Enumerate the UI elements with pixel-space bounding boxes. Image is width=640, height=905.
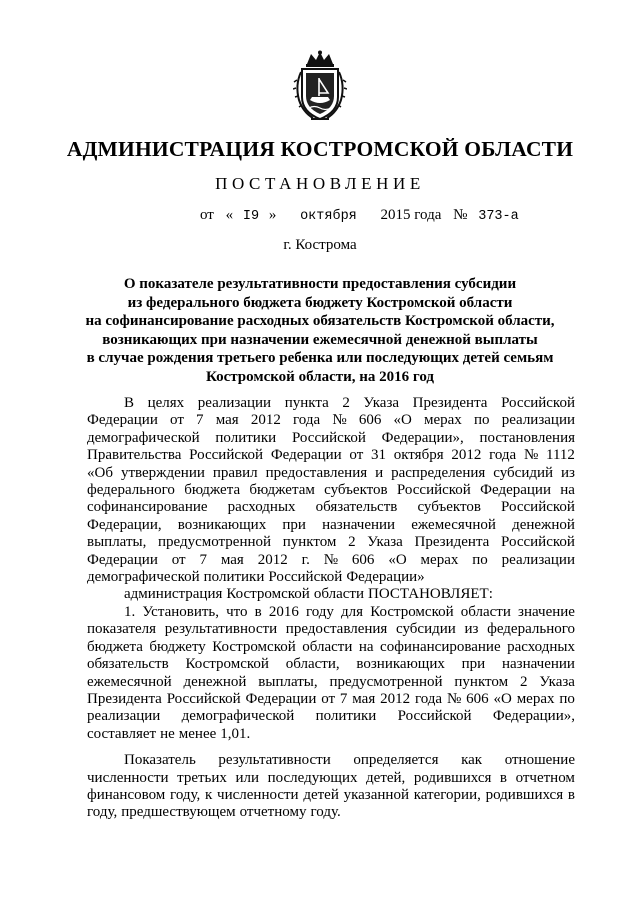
word: не <box>160 725 175 742</box>
word: мая <box>215 412 239 429</box>
text-line <box>87 499 575 516</box>
text-line <box>87 752 575 769</box>
word: предусмотренной <box>157 534 272 551</box>
text-line <box>87 691 575 708</box>
paragraph <box>87 586 575 603</box>
word: распределения <box>391 464 486 481</box>
word: г. <box>301 551 310 568</box>
word: мерах <box>420 551 459 568</box>
word: 2 <box>519 673 528 690</box>
word: Федерации <box>87 412 158 429</box>
word: бюджета <box>184 482 241 499</box>
word: мерах <box>516 690 555 707</box>
word: году <box>305 603 334 620</box>
word: по <box>559 690 575 707</box>
word: Федерации» <box>346 569 425 586</box>
word: году, <box>170 786 201 803</box>
word: софинансирование <box>380 638 501 655</box>
word: родившихся <box>413 769 492 786</box>
word: утверждении <box>120 464 205 481</box>
word: 2016 <box>268 603 299 620</box>
word: назначении <box>501 656 575 673</box>
word: бюджета <box>87 638 143 655</box>
word: Федерации <box>480 482 551 499</box>
word: В <box>124 395 135 411</box>
word: детей, <box>366 769 406 786</box>
word: определяется <box>353 752 439 769</box>
text-line <box>87 674 575 691</box>
word: пунктом <box>454 673 509 690</box>
word: детей <box>303 786 339 803</box>
word: предшествующем <box>121 804 236 821</box>
word: выплаты, <box>258 673 318 690</box>
word: в <box>499 769 508 786</box>
word: ежемесячной <box>87 673 172 690</box>
word: 2 <box>342 395 350 411</box>
word: 7 <box>196 412 204 429</box>
word: при <box>282 516 306 533</box>
word: Костромской <box>370 603 454 620</box>
word: субсидий <box>493 464 554 481</box>
word: 2 <box>348 534 356 551</box>
word: субъектов <box>417 499 481 516</box>
document-type: ПОСТАНОВЛЕНИЕ <box>215 174 425 193</box>
city-name: г. Кострома <box>283 237 357 253</box>
word: году. <box>310 804 341 821</box>
text-line <box>87 517 575 534</box>
title-line: из федерального бюджета бюджету Костромской области <box>127 294 513 311</box>
word: для <box>341 603 364 620</box>
word: Российской <box>396 482 471 499</box>
date-open-quote: « <box>225 207 234 223</box>
word: № <box>446 690 462 707</box>
word: области, <box>285 656 340 673</box>
word: демографической <box>181 708 295 725</box>
word: политики <box>315 708 377 725</box>
word: и <box>375 464 384 481</box>
word: что <box>226 603 248 620</box>
word: реализации <box>501 412 575 429</box>
word: от <box>349 447 364 464</box>
text-line <box>87 534 575 551</box>
word: Указа <box>363 395 400 411</box>
word: Президента <box>414 534 490 551</box>
word: Костромской <box>185 656 269 673</box>
word: Федерации <box>87 551 158 568</box>
number-sign: № <box>453 207 468 223</box>
word: Российской <box>268 569 343 586</box>
word: Российской <box>291 429 366 446</box>
word: от <box>170 412 184 429</box>
paragraph <box>87 395 575 586</box>
word: выплаты, <box>87 534 147 551</box>
title-line: О показателе результативности предоставления субсидии <box>123 276 517 292</box>
word: бюджету <box>149 638 206 655</box>
word: денежной <box>183 673 247 690</box>
document-date-line <box>200 207 540 224</box>
organization-name: АДМИНИСТРАЦИЯ КОСТРОМСКОЙ ОБЛАСТИ <box>66 137 574 161</box>
word: Российской <box>501 395 575 411</box>
word: правил <box>212 464 258 481</box>
word: ежемесячной <box>411 516 496 533</box>
text-line <box>87 770 575 787</box>
word: федерального <box>87 482 175 499</box>
word: демографической <box>87 569 200 586</box>
word: субъектов <box>324 482 388 499</box>
word: пунктом <box>282 534 337 551</box>
word: реализации <box>197 395 272 411</box>
word: 606 <box>466 690 489 707</box>
word: области <box>460 603 511 620</box>
word: федерального <box>487 621 575 638</box>
word: при <box>461 656 486 673</box>
word: № <box>323 551 339 568</box>
text-line <box>87 569 575 586</box>
word: Показатель <box>124 752 196 769</box>
text-line <box>87 804 575 821</box>
word: обязательств <box>315 499 398 516</box>
word: численности <box>87 769 169 786</box>
word: Установить, <box>142 603 220 620</box>
word: Федерации», <box>381 429 464 446</box>
date-day: I9 <box>242 209 260 224</box>
word: как <box>461 752 483 769</box>
word: в <box>567 786 575 803</box>
word: родившихся <box>485 786 564 803</box>
title-line: в случае рождения третьего ребенка или последующих детей семьям <box>86 350 554 366</box>
word: 606 <box>351 551 375 568</box>
word: постановления <box>479 429 575 446</box>
word: Российской <box>501 499 575 516</box>
word: на <box>358 638 374 655</box>
word: от <box>321 690 336 707</box>
date-close-quote: » <box>268 207 277 223</box>
word: финансовом <box>87 786 166 803</box>
word: 7 <box>199 551 207 568</box>
word: Федерации <box>270 447 342 464</box>
title-line: на софинансирование расходных обязательств Костромской области, <box>85 313 555 329</box>
text-line <box>87 656 575 673</box>
word: к <box>205 786 213 803</box>
date-prefix: от <box>200 207 214 223</box>
word: результативности <box>164 621 278 638</box>
text-line <box>87 639 575 656</box>
word: или <box>235 769 260 786</box>
word: обязательств <box>87 656 169 673</box>
title-line: возникающих при назначении ежемесячной денежной выплаты <box>102 331 538 348</box>
word: году, <box>87 804 118 821</box>
text-line <box>87 552 575 569</box>
word: Президента <box>412 395 488 411</box>
word: Федерации <box>245 690 317 707</box>
word: политики <box>215 429 277 446</box>
word: последующих <box>267 769 358 786</box>
word: из <box>464 621 479 638</box>
word: субсидии <box>396 621 456 638</box>
word: по <box>472 551 488 568</box>
word: области <box>302 638 353 655</box>
word: предоставления <box>265 464 368 481</box>
word: демографической <box>87 429 200 446</box>
word: реализации <box>87 708 161 725</box>
word: 1112 <box>546 447 575 464</box>
word: Правительства <box>87 447 182 464</box>
text-line <box>87 621 575 638</box>
word: целях <box>147 395 185 411</box>
text-line <box>87 395 575 412</box>
word: Российской <box>397 708 472 725</box>
text-line <box>87 482 575 499</box>
text-line <box>87 604 575 621</box>
word: реализации <box>501 551 575 568</box>
word: года <box>489 447 517 464</box>
word: денежной <box>512 516 575 533</box>
word: «О <box>493 690 512 707</box>
word: мая <box>352 690 376 707</box>
word: октября <box>393 447 444 464</box>
word: возникающих <box>356 656 445 673</box>
word: 2012 <box>451 447 482 464</box>
document-title <box>80 275 560 386</box>
paragraph <box>87 752 575 822</box>
word: указанной <box>343 786 409 803</box>
word: Российской <box>501 534 575 551</box>
word: Президента <box>87 690 162 707</box>
word: третьих <box>177 769 227 786</box>
date-year: 2015 года <box>380 207 442 223</box>
word: отчетном <box>515 769 575 786</box>
date-month: октября <box>300 209 357 224</box>
text-line <box>87 465 575 482</box>
word: пункта <box>284 395 329 411</box>
coat-of-arms-emblem <box>293 50 347 122</box>
word: администрация <box>124 586 223 603</box>
word: 1,01. <box>220 725 251 742</box>
text-line <box>87 586 575 603</box>
text-line <box>87 708 575 725</box>
word: отношение <box>504 752 575 769</box>
text-line <box>87 726 575 743</box>
word: софинансирование <box>87 499 208 516</box>
word: Указа <box>367 534 403 551</box>
word: ПОСТАНОВЛЯЕТ: <box>367 586 493 603</box>
word: года <box>293 412 321 429</box>
word: назначении <box>322 516 396 533</box>
word: категории, <box>413 786 481 803</box>
word: 2012 <box>257 551 288 568</box>
text-line <box>87 412 575 429</box>
word: области <box>313 586 364 603</box>
word: составляет <box>87 725 157 742</box>
word: на <box>560 482 575 499</box>
paragraph-spacer <box>87 743 575 752</box>
word: «О <box>388 551 407 568</box>
word: 7 <box>339 690 348 707</box>
word: «О <box>393 412 412 429</box>
word: политики <box>203 569 265 586</box>
word: Костромской <box>212 638 296 655</box>
word: результативности <box>218 752 331 769</box>
word: Федерации, <box>87 516 162 533</box>
word: по <box>473 412 490 429</box>
word: менее <box>178 725 217 742</box>
word: Российской <box>166 690 241 707</box>
word: 1. <box>124 603 136 620</box>
word: Федерации», <box>492 708 575 725</box>
word: мая <box>220 551 244 568</box>
text-line <box>87 430 575 447</box>
word: Костромской <box>226 586 310 603</box>
text-line <box>87 787 575 804</box>
word: № <box>332 412 347 429</box>
word: расходных <box>507 638 575 655</box>
word: Российской <box>189 447 264 464</box>
paragraph <box>87 604 575 743</box>
word: из <box>561 464 575 481</box>
text-line <box>87 447 575 464</box>
word: отчетному <box>239 804 307 821</box>
word: № <box>523 447 539 464</box>
word: Указа <box>539 673 575 690</box>
word: года <box>414 690 443 707</box>
word: бюджетам <box>249 482 315 499</box>
word: численности <box>217 786 299 803</box>
word: 2012 <box>250 412 281 429</box>
word: от <box>171 551 186 568</box>
document-body <box>87 395 575 822</box>
document-number: 373-а <box>478 209 519 224</box>
word: показателя <box>87 621 157 638</box>
word: предоставления <box>285 621 388 638</box>
word: 606 <box>358 412 382 429</box>
word: «Об <box>87 464 113 481</box>
word: 31 <box>370 447 386 464</box>
word: мерах <box>424 412 462 429</box>
word: значение <box>518 603 575 620</box>
word: возникающих <box>177 516 267 533</box>
word: предусмотренной <box>329 673 443 690</box>
word: в <box>254 603 262 620</box>
word: расходных <box>227 499 296 516</box>
word: 2012 <box>380 690 411 707</box>
title-line: Костромской области, на 2016 год <box>205 368 435 385</box>
